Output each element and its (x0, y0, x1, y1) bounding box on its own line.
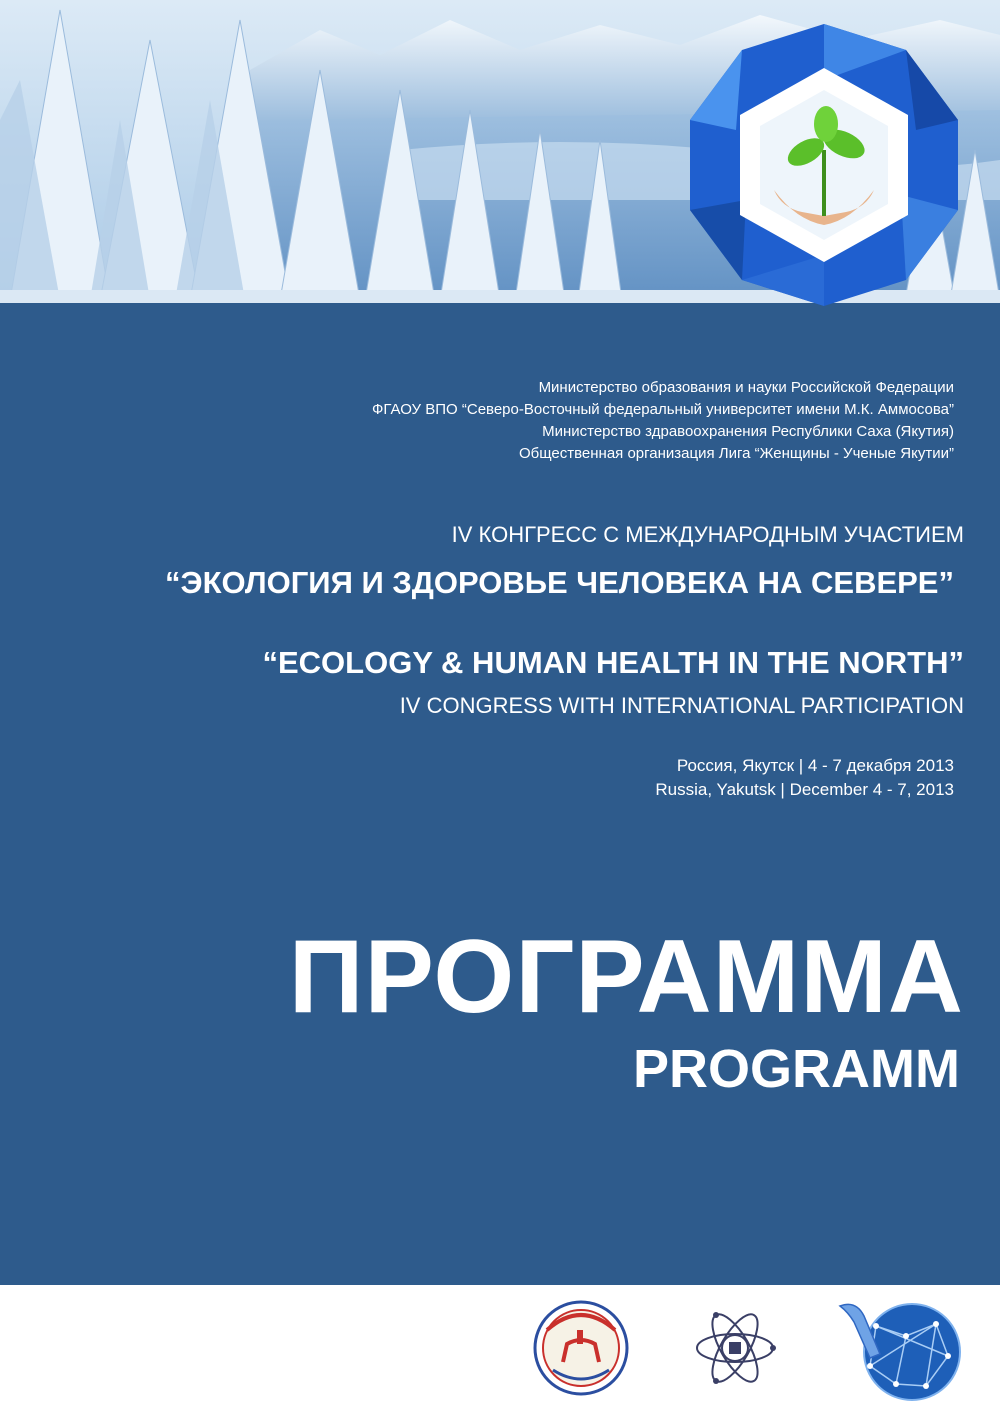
congress-title-en: “ECOLOGY & HUMAN HEALTH IN THE NORTH” (262, 645, 964, 680)
sakha-republic-emblem (533, 1300, 629, 1396)
university-atom-logo (692, 1298, 778, 1398)
location-date-en: Russia, Yakutsk | December 4 - 7, 2013 (655, 780, 954, 799)
program-heading-en: PROGRAMM (633, 1039, 960, 1099)
organizer-line: ФГАОУ ВПО “Северо-Восточный федеральный университет имени М.К. Аммосова” (372, 401, 954, 418)
globe-icon (836, 1296, 964, 1404)
globe-network-logo (836, 1296, 964, 1404)
program-heading-ru: ПРОГРАММА (288, 919, 964, 1035)
hands-with-sprout-emblem-icon (676, 20, 972, 310)
organizers-list (372, 377, 954, 465)
atom-icon (692, 1298, 778, 1398)
organizer-line: Общественная организация Лига “Женщины - Ученые Якутии” (518, 445, 954, 462)
congress-emblem (676, 20, 972, 310)
organizer-line: Министерство образования и науки Российской Федерации (538, 379, 954, 396)
sakha-emblem-icon (533, 1300, 629, 1396)
congress-title-ru: “ЭКОЛОГИЯ И ЗДОРОВЬЕ ЧЕЛОВЕКА НА СЕВЕРЕ” (165, 565, 954, 600)
congress-subtitle-ru: IV КОНГРЕСС С МЕЖДУНАРОДНЫМ УЧАСТИЕМ (451, 522, 964, 547)
location-date-ru: Россия, Якутск | 4 - 7 декабря 2013 (676, 756, 954, 775)
congress-subtitle-en: IV CONGRESS WITH INTERNATIONAL PARTICIPATION (399, 693, 964, 718)
organizer-line: Министерство здравоохранения Республики Саха (Якутия) (542, 423, 954, 440)
